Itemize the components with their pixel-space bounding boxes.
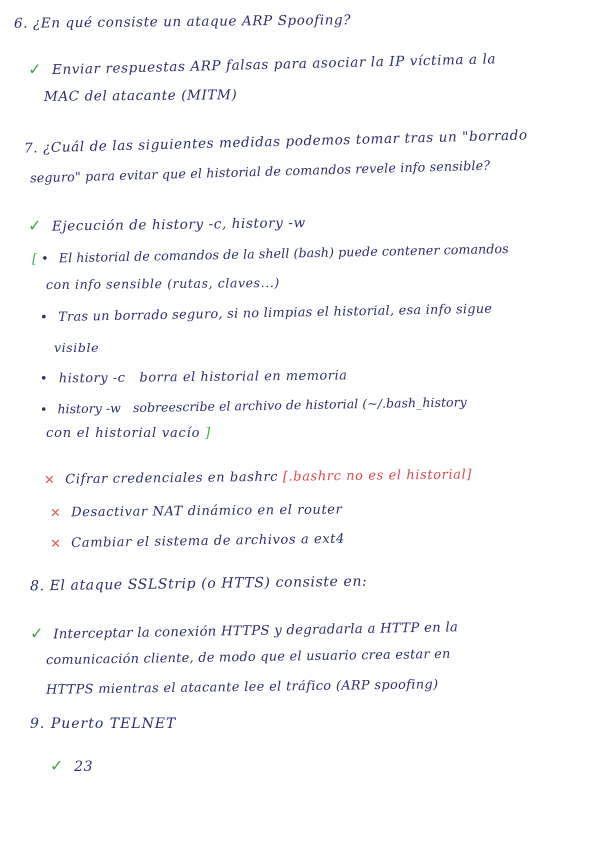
answer-text: 23 xyxy=(74,759,94,775)
option-text: Cifrar credenciales en bashrc xyxy=(65,469,279,488)
explanation-line-3 xyxy=(40,302,492,326)
question-7-answer xyxy=(28,212,306,235)
cross-icon: × xyxy=(49,505,62,521)
answer-text: Ejecución de history -c, history -w xyxy=(51,215,306,235)
question-text: Puerto TELNET xyxy=(50,716,177,732)
wrong-option-1 xyxy=(44,467,472,487)
question-6-answer-line-2 xyxy=(44,87,237,105)
explanation-line-2 xyxy=(46,275,280,292)
check-icon: ✓ xyxy=(27,215,43,235)
cross-icon: × xyxy=(49,536,62,552)
explanation-text: con el historial vacío xyxy=(46,426,201,441)
question-8-answer-line-1 xyxy=(30,616,458,642)
question-text: El ataque SSLStrip (o HTTS) consiste en: xyxy=(49,573,368,595)
bullet-icon: • xyxy=(39,371,49,387)
check-icon: ✓ xyxy=(27,59,43,79)
wrong-option-2 xyxy=(50,502,343,520)
explanation-text: El historial de comandos de la shell (bash) puede contener comandos xyxy=(58,241,509,266)
explanation-line-5 xyxy=(40,368,348,386)
question-text: ¿Cuál de las siguientes medidas podemos tomar tras un "borrado xyxy=(42,127,528,157)
question-9-title xyxy=(30,716,176,732)
explanation-text: history -w sobreescribe el archivo de historial (~/.bash_history xyxy=(57,394,467,417)
question-8-answer-line-3 xyxy=(46,677,439,697)
question-9-answer xyxy=(50,756,93,775)
explanation-text: visible xyxy=(54,340,100,355)
bullet-icon: • xyxy=(39,401,48,417)
question-8-answer-line-2 xyxy=(46,647,451,668)
question-8-title xyxy=(30,574,368,595)
bullet-icon: • xyxy=(39,310,49,326)
question-number: 9. xyxy=(30,716,46,732)
answer-text: Interceptar la conexión HTTPS y degradarla a HTTP en la xyxy=(53,620,459,643)
explanation-line-6 xyxy=(40,394,467,416)
answer-text: MAC del atacante (MITM) xyxy=(43,87,238,105)
open-bracket: [ xyxy=(31,250,38,266)
cross-icon: × xyxy=(43,472,56,488)
explanation-text: Tras un borrado seguro, si no limpias el historial, esa info sigue xyxy=(58,301,493,325)
answer-text: Enviar respuestas ARP falsas para asociar la IP víctima a la xyxy=(51,51,497,79)
question-number: 8. xyxy=(29,578,45,595)
answer-text: HTTPS mientras el atacante lee el tráfico (ARP spoofing) xyxy=(45,677,439,698)
explanation-text: con info sensible (rutas, claves...) xyxy=(45,274,280,293)
check-icon: ✓ xyxy=(29,623,44,643)
question-7-title-line-2 xyxy=(30,158,491,186)
close-bracket: ] xyxy=(205,426,212,441)
option-text: Desactivar NAT dinámico en el router xyxy=(71,502,343,521)
question-text: ¿En qué consiste un ataque ARP Spoofing? xyxy=(32,12,352,32)
check-icon: ✓ xyxy=(50,756,65,775)
option-text: Cambiar el sistema de archivos a ext4 xyxy=(71,531,346,551)
answer-text: comunicación cliente, de modo que el usuario crea estar en xyxy=(45,646,451,669)
question-6-title xyxy=(14,12,351,32)
explanation-line-7 xyxy=(46,426,211,441)
explanation-line-1 xyxy=(32,241,509,266)
explanation-line-4 xyxy=(54,340,99,355)
wrong-option-3 xyxy=(50,532,345,552)
explanation-text: history -c borra el historial en memoria xyxy=(58,368,348,387)
question-7-title-line-1 xyxy=(24,127,528,156)
option-note: [.bashrc no es el historial] xyxy=(282,467,473,485)
question-number: 7. xyxy=(23,140,39,157)
question-6-answer-line-1 xyxy=(28,48,496,78)
question-text: seguro" para evitar que el historial de comandos revele info sensible? xyxy=(29,157,491,186)
question-number: 6. xyxy=(13,15,29,32)
bullet-icon: • xyxy=(41,250,49,266)
